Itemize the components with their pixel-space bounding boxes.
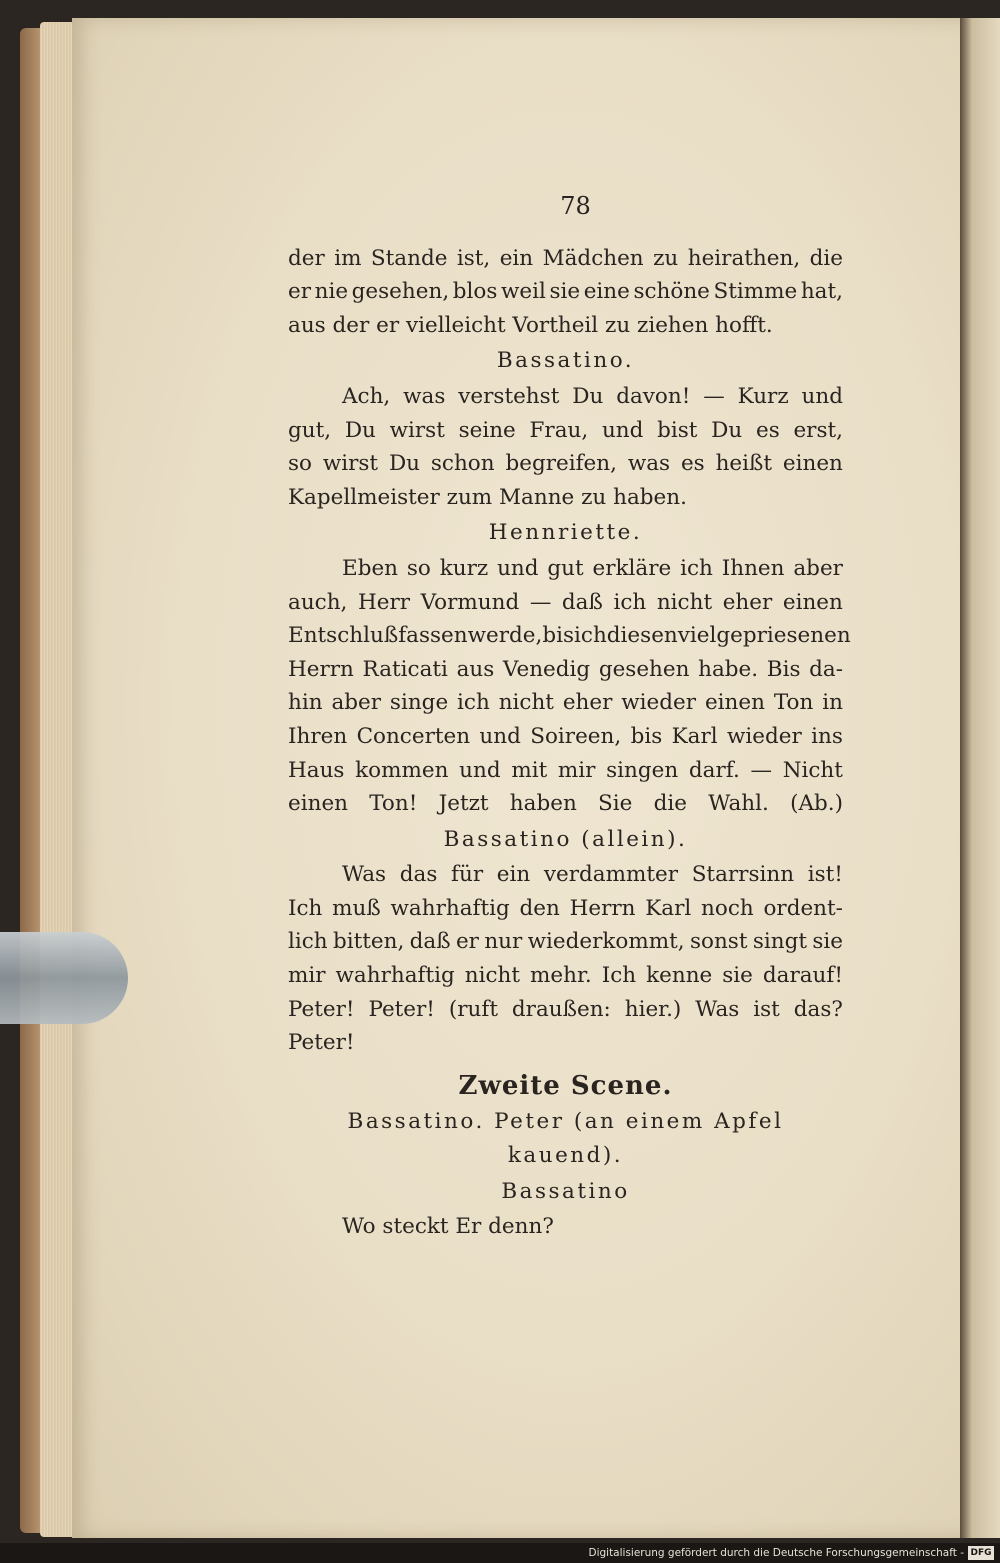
text-line: Peter! Peter! (ruft draußen: hier.) Was ist das?	[288, 996, 843, 1022]
text-line: Haus kommen und mit mir singen darf. — Nicht	[288, 757, 843, 783]
page-number: 78	[560, 192, 591, 220]
text-line: Peter!	[288, 1030, 355, 1056]
text-line: lich bitten, daß er nur wiederkommt, sonst singt sie	[288, 929, 843, 955]
text-line: Kapellmeister zum Manne zu haben.	[288, 484, 687, 510]
text-line: hin aber singe ich nicht eher wieder einen Ton in	[288, 690, 843, 716]
speaker-name: Hennriette.	[488, 520, 643, 546]
text-line: Was das für ein verdammter Starrsinn ist!	[342, 862, 843, 888]
text-line: Eben so kurz und gut erkläre ich Ihnen aber	[342, 555, 843, 581]
speaker-name: Bassatino (allein).	[443, 826, 688, 852]
speaker-name: Bassatino.	[496, 348, 635, 374]
text-line: Ihren Concerten und Soireen, bis Karl wieder ins	[288, 723, 843, 749]
text-line: Ach, was verstehst Du davon! — Kurz und	[342, 383, 843, 409]
speaker-name: Bassatino	[501, 1178, 630, 1204]
text-line: einen Ton! Jetzt haben Sie die Wahl. (Ab.)	[288, 791, 843, 817]
text-line: Wo steckt Er denn?	[342, 1214, 554, 1240]
text-line: Ich muß wahrhaftig den Herrn Karl noch ordent-	[288, 895, 843, 921]
text-line: Entschluß fassen werde, bis ich diesen viel gepriesenen	[288, 623, 851, 649]
text-line: gut, Du wirst seine Frau, und bist Du es erst,	[288, 417, 843, 443]
digitization-footer: Digitalisierung gefördert durch die Deutsche Forschungsgemeinschaft -	[0, 1543, 1000, 1563]
text-line: er nie gesehen, blos weil sie eine schöne Stimme hat,	[288, 279, 843, 305]
speaker-name: Bassatino. Peter (an einem Apfel kauend).	[347, 1109, 784, 1169]
text-line: mir wahrhaftig nicht mehr. Ich kenne sie darauf!	[288, 963, 843, 989]
scene-heading: Zweite Scene.	[458, 1070, 673, 1101]
page-text	[288, 190, 851, 1244]
text-body	[288, 242, 851, 1244]
dfg-logo: DFG	[968, 1546, 994, 1560]
next-page-edge	[960, 18, 1000, 1538]
text-line: auch, Herr Vormund — daß ich nicht eher einen	[288, 589, 843, 615]
text-line: aus der er vielleicht Vortheil zu ziehen hofft.	[288, 312, 773, 338]
text-line: so wirst Du schon begreifen, was es heißt einen	[288, 451, 843, 477]
text-line: Herrn Raticati aus Venedig gesehen habe. Bis da-	[288, 656, 843, 682]
text-line: der im Stande ist, ein Mädchen zu heirathen, die	[288, 245, 843, 271]
page-holder-clip	[0, 932, 128, 1024]
